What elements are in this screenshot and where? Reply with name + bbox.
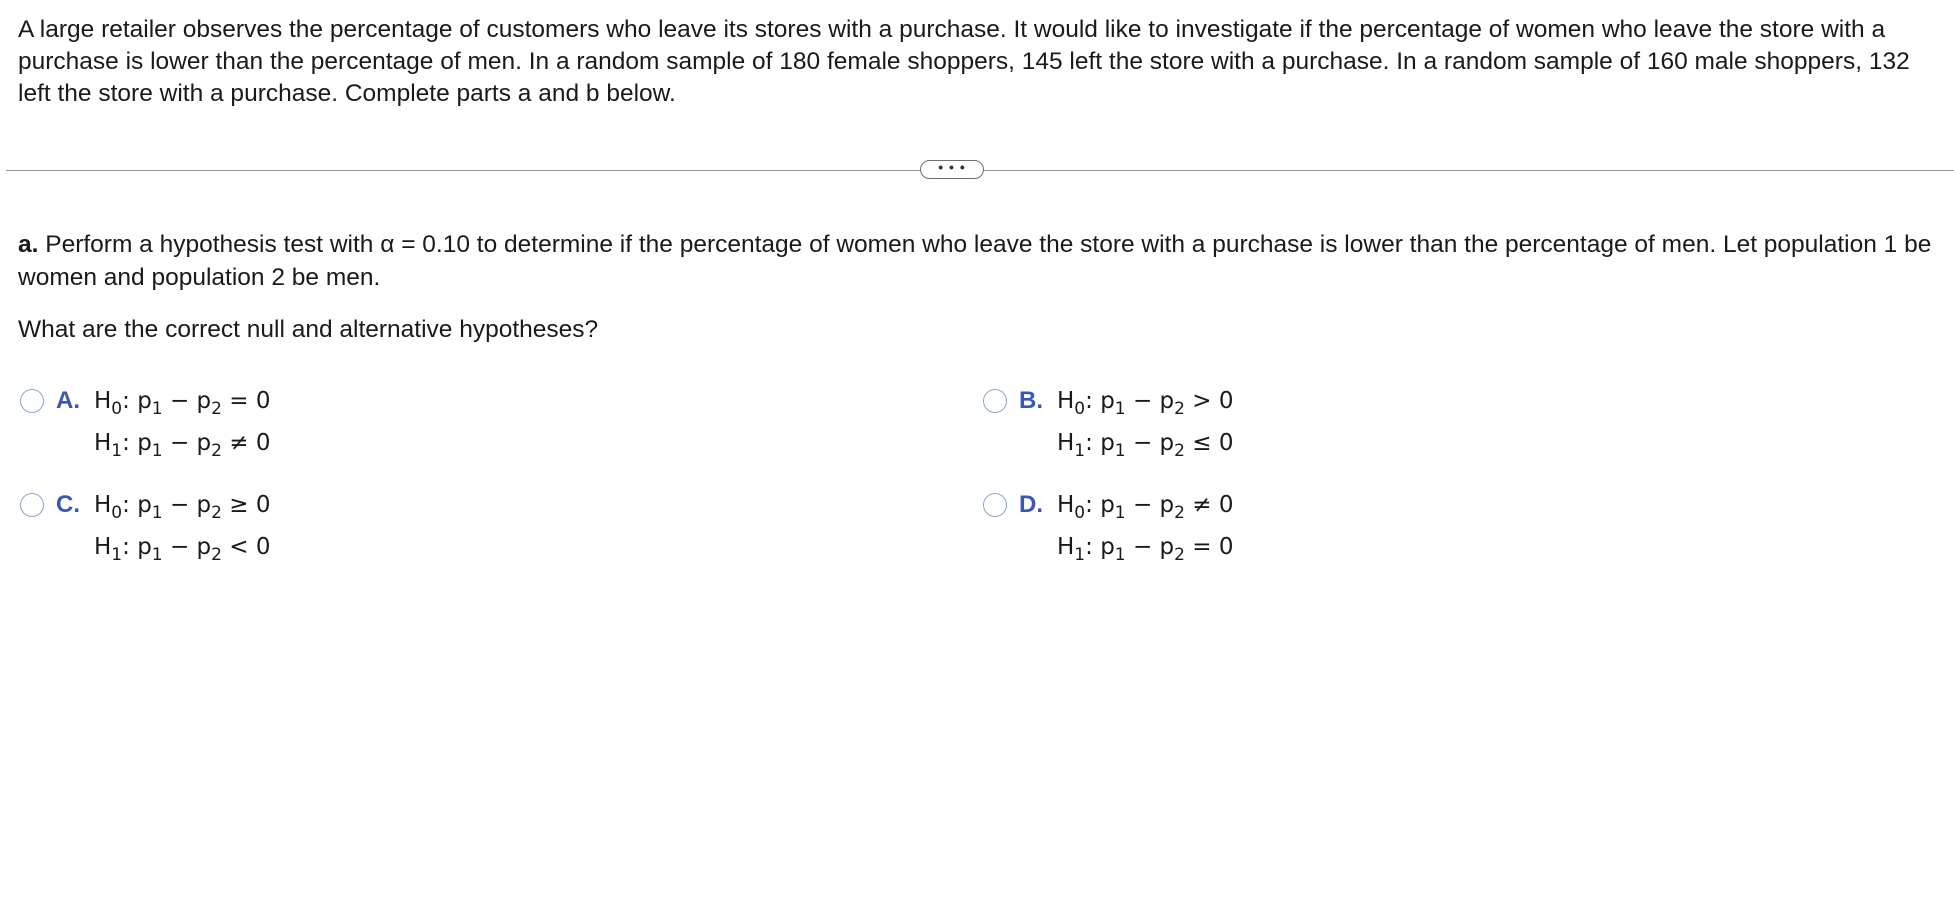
option-letter: B. bbox=[1019, 387, 1043, 414]
question-prompt: What are the correct null and alternative hypotheses? bbox=[18, 316, 599, 343]
expand-more-button[interactable] bbox=[920, 160, 984, 179]
null-hypothesis: $H_0$: $p_1 - p_2 > 0$ bbox=[1057, 388, 1234, 419]
hypotheses bbox=[94, 484, 271, 568]
part-a-instructions bbox=[18, 228, 1938, 294]
option-letter: A. bbox=[56, 387, 80, 414]
hypotheses bbox=[1057, 380, 1234, 464]
null-hypothesis: $H_0$: $p_1 - p_2 = 0$ bbox=[94, 388, 271, 419]
radio-button-icon[interactable] bbox=[20, 493, 44, 517]
ellipsis-icon: • • • bbox=[938, 158, 966, 175]
option-c[interactable] bbox=[20, 490, 271, 568]
alternative-hypothesis: $H_1$: $p_1 - p_2 \ne 0$ bbox=[94, 430, 271, 461]
part-a-text: Perform a hypothesis test with α = 0.10 to determine if the percentage of women who leave the store with a purchase is lower than the percentage of men. Let population 1 be women and population 2 be men. bbox=[18, 231, 1932, 291]
hypotheses bbox=[1057, 484, 1234, 568]
alternative-hypothesis: $H_1$: $p_1 - p_2 = 0$ bbox=[1057, 534, 1234, 565]
alternative-hypothesis: $H_1$: $p_1 - p_2 < 0$ bbox=[94, 534, 271, 565]
radio-button-icon[interactable] bbox=[20, 389, 44, 413]
problem-statement: A large retailer observes the percentage of customers who leave its stores with a purchase. It would like to investigate if the percentage of women who leave the store with a purchase is lower than the percentage of men. In a random sample of 180 female shoppers, 145 left the store with a purchase. In a random sample of 160 male shoppers, 132 left the store with a purchase. Complete parts a and b below. bbox=[18, 16, 1910, 107]
option-d[interactable] bbox=[983, 490, 1234, 568]
radio-button-icon[interactable] bbox=[983, 493, 1007, 517]
option-a[interactable] bbox=[20, 386, 271, 464]
part-a-label: a. bbox=[18, 231, 39, 258]
option-b[interactable] bbox=[983, 386, 1234, 464]
null-hypothesis: $H_0$: $p_1 - p_2 \ne 0$ bbox=[1057, 492, 1234, 523]
alternative-hypothesis: $H_1$: $p_1 - p_2 \le 0$ bbox=[1057, 430, 1234, 461]
null-hypothesis: $H_0$: $p_1 - p_2 \ge 0$ bbox=[94, 492, 271, 523]
option-letter: C. bbox=[56, 491, 80, 518]
radio-button-icon[interactable] bbox=[983, 389, 1007, 413]
option-letter: D. bbox=[1019, 491, 1043, 518]
hypotheses bbox=[94, 380, 271, 464]
